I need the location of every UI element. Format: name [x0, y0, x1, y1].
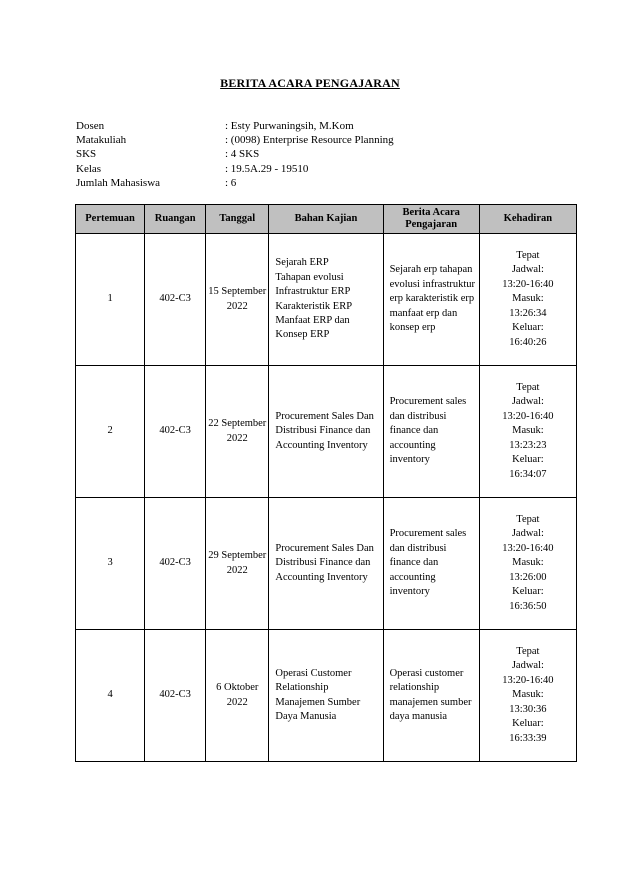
cell-bahan-kajian: Procurement Sales Dan Distribusi Finance dan Accounting Inventory — [269, 366, 383, 498]
info-row-matakuliah — [76, 133, 394, 147]
info-row-kelas — [76, 162, 394, 176]
cell-tanggal: 29 September 2022 — [206, 498, 269, 630]
cell-ruangan: 402-C3 — [145, 630, 206, 762]
info-value: : (0098) Enterprise Resource Planning — [225, 134, 394, 147]
table-row — [76, 234, 577, 366]
cell-bahan-kajian: Procurement Sales Dan Distribusi Finance dan Accounting Inventory — [269, 498, 383, 630]
cell-ruangan: 402-C3 — [145, 366, 206, 498]
cell-kehadiran: Tepat Jadwal: 13:20-16:40 Masuk: 13:26:00 Keluar: 16:36:50 — [479, 498, 576, 630]
cell-pertemuan: 2 — [76, 366, 145, 498]
info-value: : Esty Purwaningsih, M.Kom — [225, 120, 354, 132]
cell-bahan-kajian: Operasi Customer Relationship Manajemen Sumber Daya Manusia — [269, 630, 383, 762]
info-label: Dosen — [76, 120, 105, 132]
info-row-dosen — [76, 119, 394, 133]
cell-pertemuan: 3 — [76, 498, 145, 630]
header-ruangan: Ruangan — [145, 205, 206, 234]
info-value: : 4 SKS — [225, 148, 260, 161]
header-pertemuan: Pertemuan — [76, 205, 145, 234]
cell-berita-acara: Operasi customer relationship manajemen sumber daya manusia — [383, 630, 479, 762]
cell-pertemuan: 4 — [76, 630, 145, 762]
info-label: Matakuliah — [76, 134, 127, 147]
table-row — [76, 498, 577, 630]
header-berita-acara: Berita Acara Pengajaran — [383, 205, 479, 234]
table-row — [76, 630, 577, 762]
info-value: : 19.5A.29 - 19510 — [225, 162, 309, 175]
info-label: Kelas — [76, 162, 102, 175]
cell-kehadiran: Tepat Jadwal: 13:20-16:40 Masuk: 13:30:36 Keluar: 16:33:39 — [479, 630, 576, 762]
cell-berita-acara: Sejarah erp tahapan evolusi infrastruktur erp karakteristik erp manfaat erp dan konsep erp — [383, 234, 479, 366]
info-row-jumlah-mahasiswa — [76, 176, 394, 190]
info-label: SKS — [76, 148, 97, 161]
course-info — [76, 119, 394, 190]
header-kehadiran: Kehadiran — [479, 205, 576, 234]
cell-kehadiran: Tepat Jadwal: 13:20-16:40 Masuk: 13:23:23 Keluar: 16:34:07 — [479, 366, 576, 498]
header-tanggal: Tanggal — [206, 205, 269, 234]
table-header-row — [76, 205, 577, 234]
header-bahan-kajian: Bahan Kajian — [269, 205, 383, 234]
cell-ruangan: 402-C3 — [145, 234, 206, 366]
document-title: BERITA ACARA PENGAJARAN — [220, 76, 400, 90]
cell-pertemuan: 1 — [76, 234, 145, 366]
cell-kehadiran: Tepat Jadwal: 13:20-16:40 Masuk: 13:26:34 Keluar: 16:40:26 — [479, 234, 576, 366]
info-row-sks — [76, 147, 394, 161]
cell-tanggal: 22 September 2022 — [206, 366, 269, 498]
attendance-table — [75, 204, 577, 762]
info-label: Jumlah Mahasiswa — [76, 176, 161, 189]
cell-tanggal: 15 September 2022 — [206, 234, 269, 366]
cell-tanggal: 6 Oktober 2022 — [206, 630, 269, 762]
cell-bahan-kajian: Sejarah ERP Tahapan evolusi Infrastruktur ERP Karakteristik ERP Manfaat ERP dan Konsep ERP — [269, 234, 383, 366]
cell-ruangan: 402-C3 — [145, 498, 206, 630]
cell-berita-acara: Procurement sales dan distribusi finance dan accounting inventory — [383, 498, 479, 630]
info-value: : 6 — [225, 176, 237, 189]
table-row — [76, 366, 577, 498]
cell-berita-acara: Procurement sales dan distribusi finance dan accounting inventory — [383, 366, 479, 498]
